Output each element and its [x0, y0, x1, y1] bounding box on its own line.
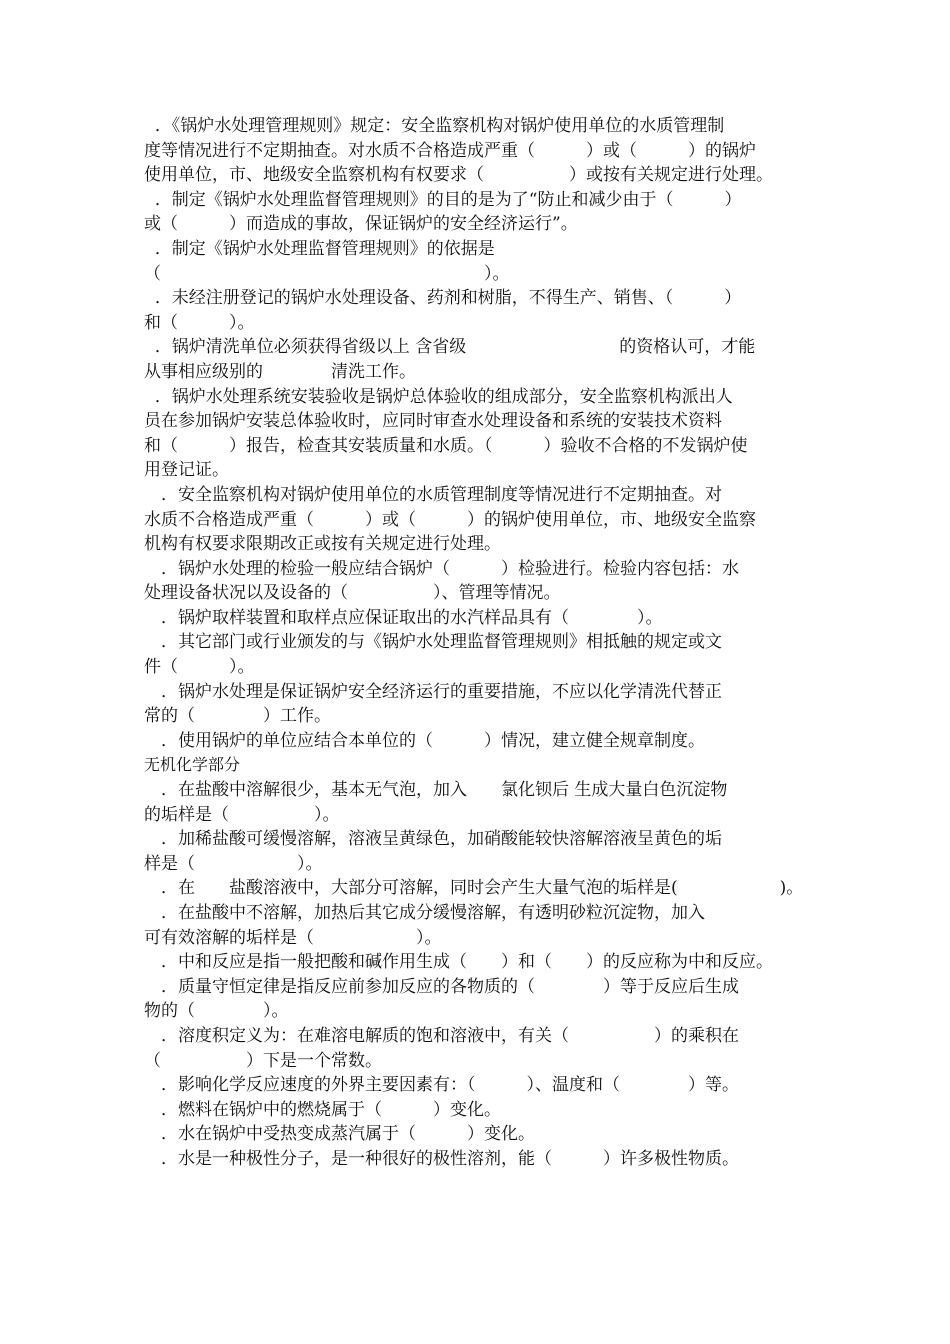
text-line: ．质量守恒定律是指反应前参加反应的各物质的（ ）等于反应后生成 — [144, 976, 739, 997]
question-paragraph — [144, 237, 812, 286]
question-paragraph — [144, 680, 812, 729]
text-line: ．制定《锅炉水处理监督管理规则》的依据是 — [144, 238, 495, 259]
text-line: ．水是一种极性分子，是一种很好的极性溶剂，能（ ）许多极性物质。 — [144, 1148, 739, 1169]
text-line: （ ）。 — [144, 263, 510, 284]
text-line: 和（ ）报告，检查其安装质量和水质。（ ）验收不合格的不发锅炉使 — [144, 435, 748, 456]
question-paragraph — [144, 557, 812, 606]
text-line: ．溶度积定义为：在难溶电解质的饱和溶液中，有关（ ）的乘积在 — [144, 1025, 739, 1046]
question-paragraph — [144, 876, 812, 901]
question-paragraph — [144, 778, 812, 827]
text-line: 和（ ）。 — [144, 312, 255, 333]
text-line: ．未经注册登记的锅炉水处理设备、药剂和树脂，不得生产、销售、（ ） — [144, 288, 742, 309]
text-line: 物的（ ）。 — [144, 1001, 289, 1022]
text-line: 机构有权要求限期改正或按有关规定进行处理。 — [144, 534, 501, 555]
text-line: ．加稀盐酸可缓慢溶解，溶液呈黄绿色，加硝酸能较快溶解溶液呈黄色的垢 — [144, 829, 722, 850]
text-line: ．使用锅炉的单位应结合本单位的（ ）情况，建立健全规章制度。 — [144, 730, 705, 751]
question-paragraph — [144, 901, 812, 950]
question-paragraph — [144, 286, 812, 335]
text-line: ．影响化学反应速度的外界主要因素有：（ ）、温度和（ ）等。 — [144, 1075, 739, 1096]
question-paragraph — [144, 1024, 812, 1073]
text-line: （ ）下是一个常数。 — [144, 1050, 382, 1071]
question-paragraph — [144, 606, 812, 631]
text-line: 件（ ）。 — [144, 657, 255, 678]
question-paragraph — [144, 483, 812, 557]
question-paragraph — [144, 950, 812, 975]
question-paragraph — [144, 630, 812, 679]
text-line: 度等情况进行不定期抽查。对水质不合格造成严重（ ）或（ ）的锅炉 — [144, 140, 756, 161]
text-line: ．在 盐酸溶液中，大部分可溶解，同时会产生大量气泡的垢样是( )。 — [144, 878, 804, 899]
text-line: ．中和反应是指一般把酸和碱作用生成（ ）和（ ）的反应称为中和反应。 — [144, 952, 773, 973]
text-line: ．锅炉清洗单位必须获得省级以上 含省级 的资格认可，才能 — [144, 337, 756, 358]
question-paragraph — [144, 1147, 812, 1172]
question-paragraph — [144, 1122, 812, 1147]
text-line: ．在盐酸中溶解很少，基本无气泡，加入 氯化钡后 生成大量白色沉淀物 — [144, 780, 728, 801]
text-line: ．安全监察机构对锅炉使用单位的水质管理制度等情况进行不定期抽查。对 — [144, 484, 722, 505]
text-line: ．制定《锅炉水处理监督管理规则》的目的是为了“防止和减少由于（ ） — [144, 189, 742, 210]
document-body — [144, 114, 812, 1172]
text-line: 用登记证。 — [144, 460, 229, 481]
question-paragraph — [144, 385, 812, 483]
question-paragraph — [144, 188, 812, 237]
text-line: 样是（ ）。 — [144, 853, 323, 874]
question-list-regulations — [144, 114, 812, 753]
text-line: ．在盐酸中不溶解，加热后其它成分缓慢溶解，有透明砂粒沉淀物，加入 — [144, 903, 705, 923]
text-line: ．燃料在锅炉中的燃烧属于（ ）变化。 — [144, 1099, 501, 1120]
text-line: ．《锅炉水处理管理规则》规定：安全监察机构对锅炉使用单位的水质管理制 — [144, 116, 725, 136]
question-list-inorganic-chemistry — [144, 778, 812, 1172]
text-line: 可有效溶解的垢样是（ ）。 — [144, 927, 442, 948]
text-line: ．锅炉水处理是保证锅炉安全经济运行的重要措施，不应以化学清洗代替正 — [144, 681, 722, 702]
question-paragraph — [144, 1073, 812, 1098]
question-paragraph — [144, 729, 812, 754]
text-line: 从事相应级别的 清洗工作。 — [144, 361, 416, 382]
text-line: 使用单位，市、地级安全监察机构有权要求（ ）或按有关规定进行处理。 — [144, 165, 773, 186]
question-paragraph — [144, 827, 812, 876]
text-line: 水质不合格造成严重（ ）或（ ）的锅炉使用单位，市、地级安全监察 — [144, 509, 756, 530]
text-line: ．锅炉水处理系统安装验收是锅炉总体验收的组成部分，安全监察机构派出人 — [144, 386, 733, 407]
question-paragraph — [144, 114, 812, 188]
question-paragraph — [144, 1098, 812, 1123]
text-line: 的垢样是（ ）。 — [144, 804, 340, 825]
text-line: 员在参加锅炉安装总体验收时，应同时审查水处理设备和系统的安装技术资料 — [144, 411, 722, 432]
text-line: ．锅炉水处理的检验一般应结合锅炉（ ）检验进行。检验内容包括：水 — [144, 558, 739, 579]
text-line: ．其它部门或行业颁发的与《锅炉水处理监督管理规则》相抵触的规定或文 — [144, 632, 722, 653]
question-paragraph — [144, 975, 812, 1024]
text-line: 常的（ ）工作。 — [144, 706, 331, 727]
text-line: 处理设备状况以及设备的（ ）、管理等情况。 — [144, 583, 561, 604]
section-heading: 无机化学部分 — [144, 755, 241, 775]
question-paragraph — [144, 335, 812, 384]
text-line: 或（ ）而造成的事故，保证锅炉的安全经济运行”。 — [144, 214, 578, 235]
text-line: ．锅炉取样装置和取样点应保证取出的水汽样品具有（ ）。 — [144, 607, 663, 628]
text-line: ．水在锅炉中受热变成蒸汽属于（ ）变化。 — [144, 1124, 535, 1145]
